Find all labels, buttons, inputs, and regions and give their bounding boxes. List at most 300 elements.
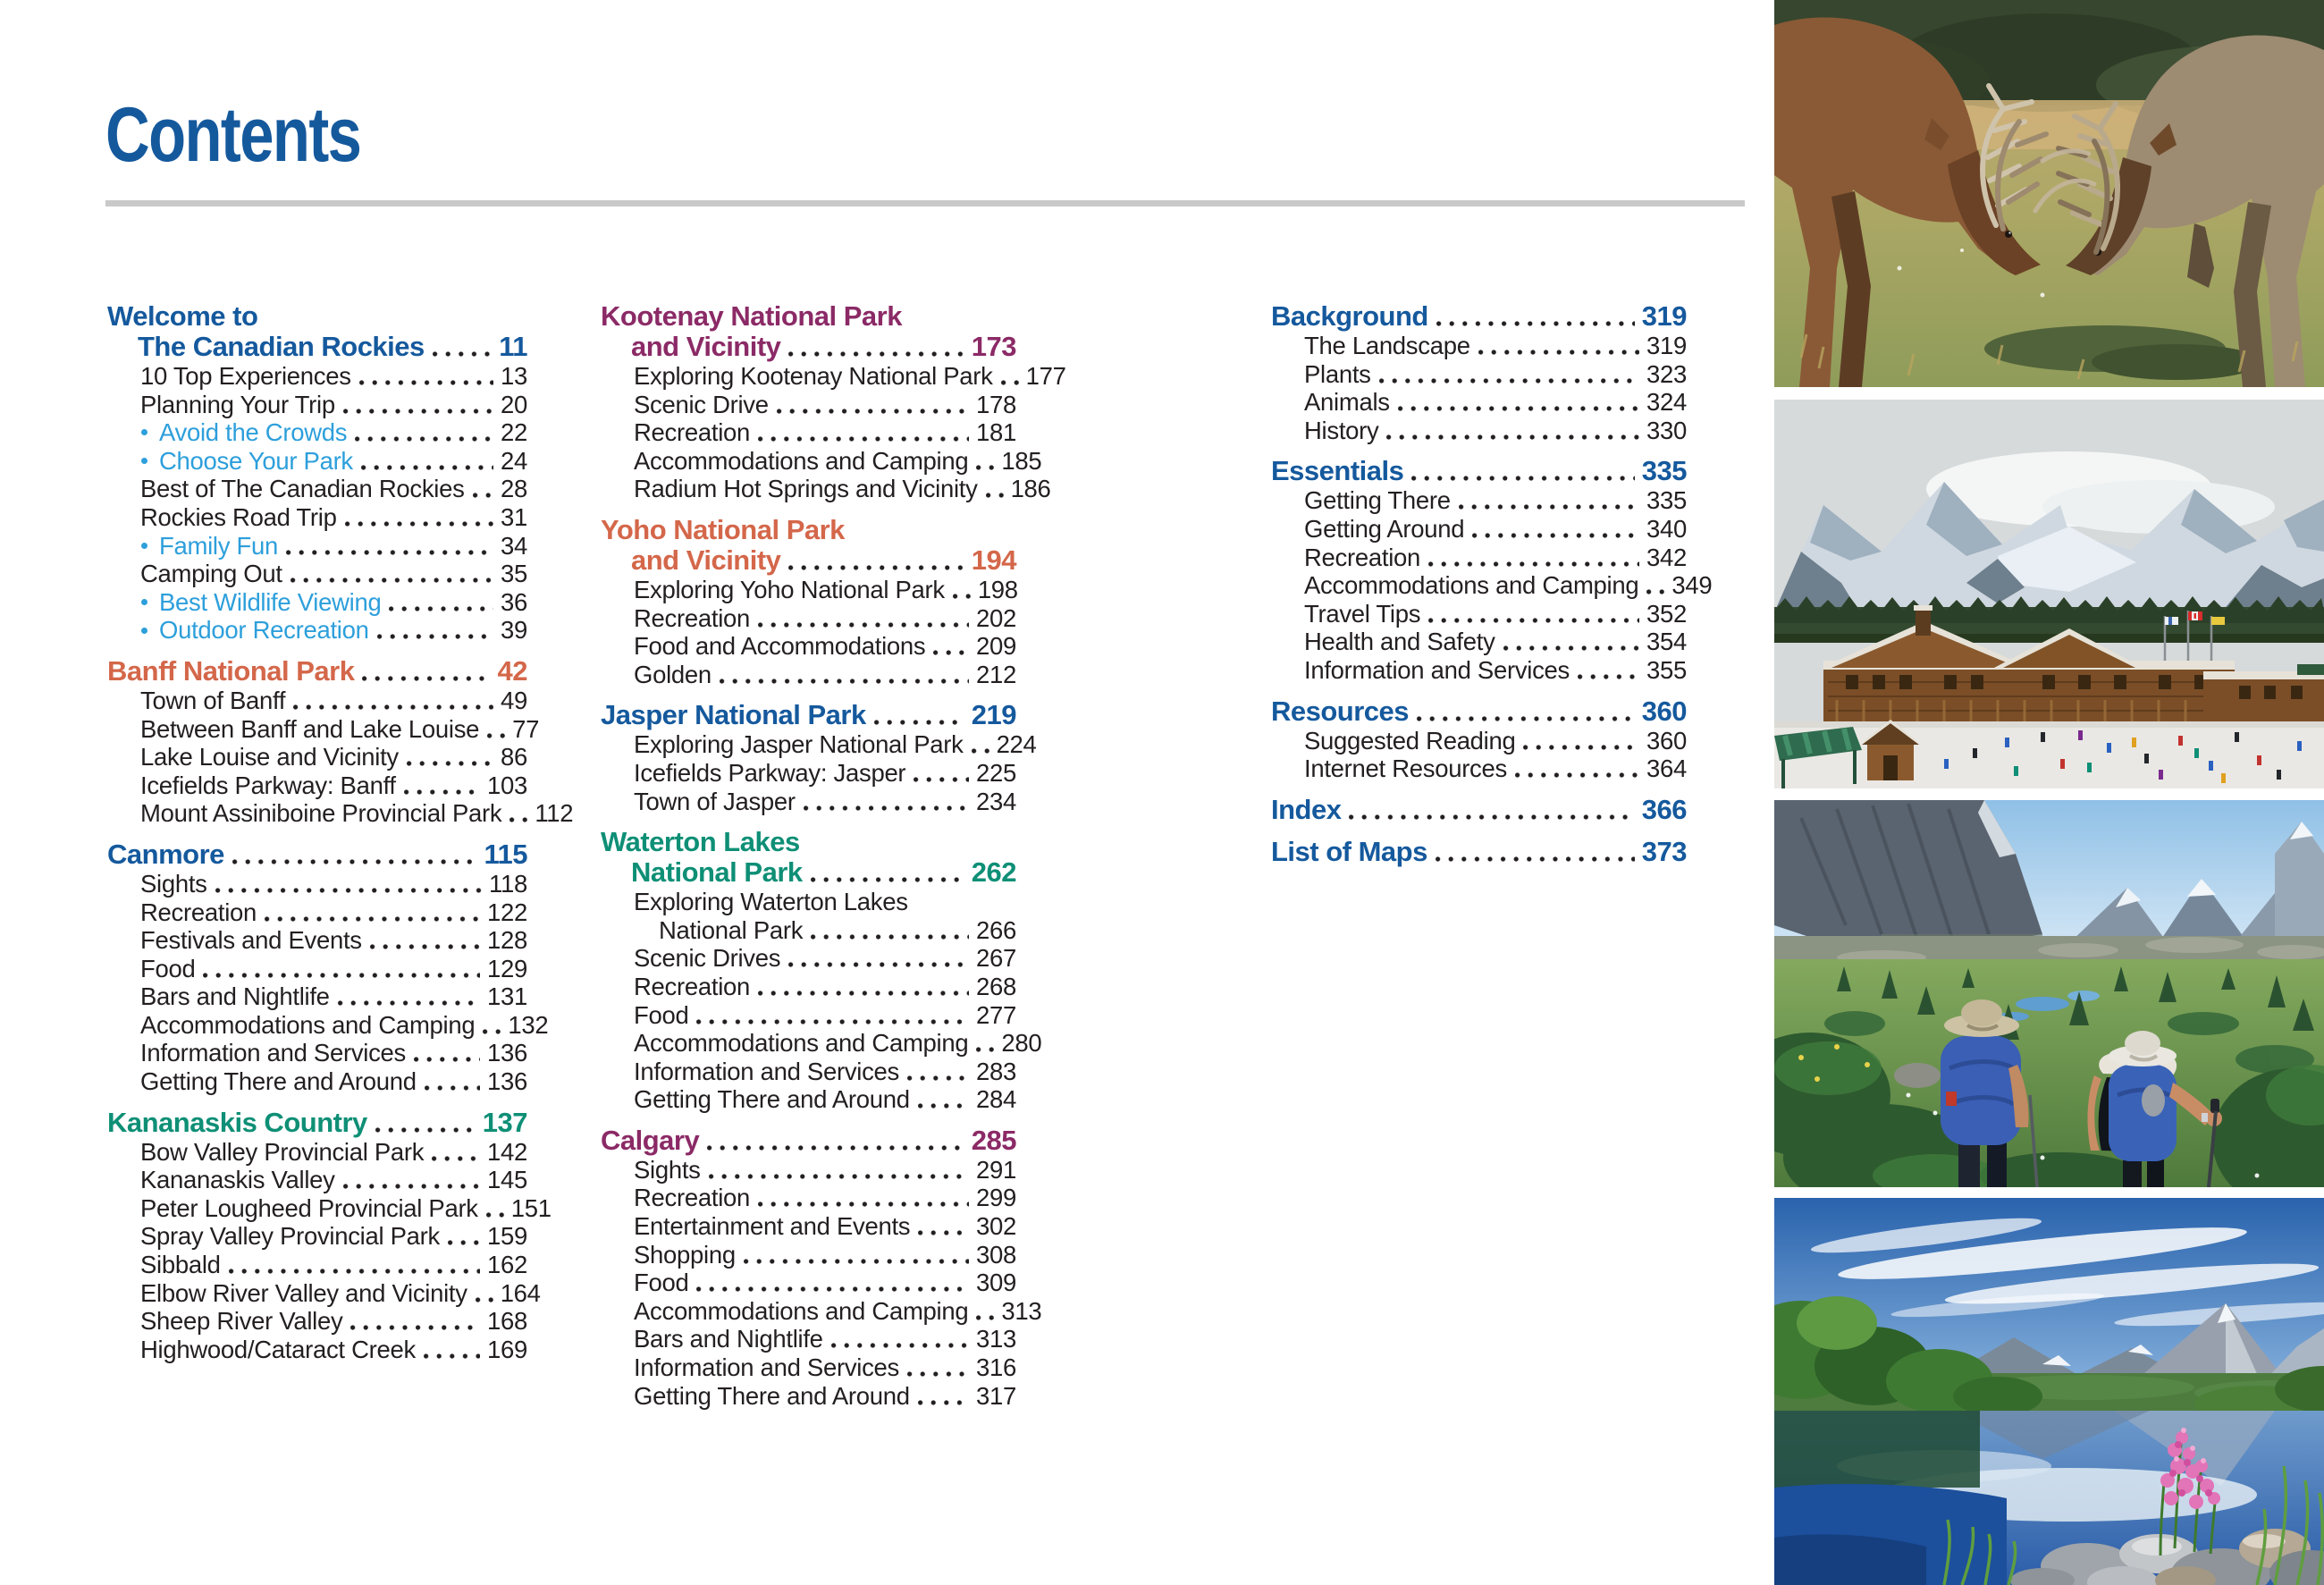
toc-entry-label: Internet Resources — [1304, 755, 1507, 783]
toc-entry-label: Scenic Drives — [634, 944, 781, 973]
toc-heading-page: 115 — [484, 838, 527, 870]
toc-entry-page: 299 — [976, 1184, 1016, 1212]
toc-heading-page: 360 — [1641, 695, 1687, 727]
toc-heading-page: 137 — [482, 1106, 527, 1138]
toc-entry — [107, 1307, 527, 1336]
toc-entry-page: 185 — [1001, 446, 1042, 475]
toc-entry-page: 354 — [1646, 628, 1687, 656]
toc-entry-label: Town of Banff — [140, 686, 286, 714]
toc-entry — [601, 1184, 1016, 1212]
toc-entry-label: Golden — [634, 660, 712, 688]
toc-entry-page: 49 — [501, 686, 527, 714]
toc-entry-wrap — [601, 916, 1016, 945]
toc-entry-label: Sibbald — [140, 1251, 221, 1279]
toc-section-yoho — [601, 515, 1016, 688]
toc-entry — [601, 730, 1037, 759]
toc-heading-row — [1271, 301, 1687, 332]
toc-entry-label: Spray Valley Provincial Park — [140, 1222, 440, 1251]
bullet-icon — [141, 599, 147, 605]
toc-entry — [601, 418, 1016, 447]
toc-entry-page: 198 — [977, 575, 1018, 603]
toc-entry — [601, 1001, 1016, 1030]
toc-entry-page: 308 — [976, 1240, 1016, 1269]
toc-entry — [601, 604, 1016, 633]
toc-entry — [1271, 544, 1687, 572]
toc-heading-label: Kootenay National Park — [601, 300, 902, 332]
toc-section-canmore — [107, 838, 549, 1096]
toc-heading-label: Jasper National Park — [601, 699, 866, 731]
toc-section-list-of-maps — [1271, 837, 1687, 867]
toc-heading-label: Yoho National Park — [601, 513, 845, 545]
toc-heading-row — [601, 700, 1016, 730]
toc-heading-row — [107, 839, 527, 870]
toc-entry-label: Food — [634, 1000, 689, 1029]
toc-entry — [1271, 515, 1687, 544]
toc-section-index — [1271, 795, 1687, 825]
toc-column-1 — [107, 300, 574, 1363]
toc-entry-page: 132 — [508, 1010, 549, 1039]
toc-entry-label: Exploring Kootenay National Park — [634, 362, 993, 390]
toc-entry-page: 360 — [1646, 726, 1687, 755]
toc-entry — [107, 1010, 549, 1040]
toc-entry — [107, 799, 574, 828]
toc-entry-page: 349 — [1671, 571, 1713, 600]
bullet-icon — [141, 543, 147, 549]
toc-entry-label: Getting There and Around — [634, 1381, 910, 1410]
toc-entry-label: Information and Services — [634, 1353, 899, 1382]
toc-heading-page: 285 — [971, 1124, 1016, 1156]
toc-entry-label: Avoid the Crowds — [159, 418, 348, 447]
toc-entry-page: 234 — [976, 787, 1016, 815]
toc-entry — [107, 771, 527, 800]
toc-heading-label: Resources — [1271, 695, 1410, 727]
toc-entry-page: 168 — [487, 1307, 527, 1336]
toc-heading-label: The Canadian Rockies — [138, 331, 425, 362]
toc-heading-label: Waterton Lakes — [601, 826, 800, 858]
toc-entry-page: 177 — [1025, 362, 1066, 390]
toc-entry-label: Plants — [1304, 359, 1371, 388]
toc-heading-row — [1271, 795, 1687, 825]
toc-entry-label: Peter Lougheed Provincial Park — [140, 1193, 478, 1222]
toc-entry — [601, 944, 1016, 973]
toc-entry-page: 316 — [976, 1353, 1016, 1382]
toc-entry-label: Food and Accommodations — [634, 632, 926, 661]
toc-entry-page: 364 — [1646, 755, 1687, 783]
toc-entry-label: Recreation — [1304, 543, 1420, 571]
toc-entry-label: Rockies Road Trip — [140, 502, 337, 531]
toc-entry-page: 112 — [535, 799, 574, 828]
toc-entry — [601, 1085, 1016, 1114]
toc-entry-label: Icefields Parkway: Jasper — [634, 758, 906, 787]
toc-heading-page: 11 — [499, 331, 527, 362]
toc-entry — [601, 1353, 1016, 1382]
toc-entry — [107, 898, 527, 927]
toc-entry — [107, 475, 527, 503]
toc-entry — [107, 560, 527, 588]
toc-entry-label: Kananaskis Valley — [140, 1166, 335, 1194]
toc-entry-label: Information and Services — [634, 1057, 899, 1085]
toc-entry-page: 35 — [501, 560, 527, 588]
toc-entry-page: 131 — [487, 982, 527, 1011]
toc-entry-page: 162 — [487, 1251, 527, 1279]
toc-entry — [601, 1382, 1016, 1411]
toc-entry — [107, 418, 527, 447]
toc-heading-page: 262 — [971, 856, 1016, 889]
toc-heading-row — [1271, 456, 1687, 486]
toc-section-banff — [107, 654, 574, 828]
title-rule — [105, 200, 1745, 207]
toc-heading-row — [107, 1108, 527, 1138]
toc-entry-page: 267 — [976, 944, 1016, 973]
toc-entry — [1271, 388, 1687, 417]
toc-entry-page: 159 — [487, 1222, 527, 1251]
toc-entry — [601, 391, 1016, 419]
toc-entry-page: 20 — [501, 390, 527, 418]
toc-heading-page: 42 — [497, 654, 527, 687]
toc-entry-page: 291 — [976, 1155, 1016, 1184]
toc-heading-label: Calgary — [601, 1124, 700, 1156]
toc-heading-row — [1271, 837, 1687, 867]
toc-entry-page: 129 — [487, 954, 527, 982]
toc-entry-page: 103 — [487, 771, 527, 799]
toc-entry-label: Exploring Waterton Lakes — [634, 888, 908, 916]
toc-heading-page: 194 — [971, 544, 1016, 576]
hikers-photo — [1774, 800, 2324, 1187]
toc-entry-label: Animals — [1304, 388, 1390, 417]
toc-entry-page: 323 — [1646, 359, 1687, 388]
toc-entry-label: Information and Services — [1304, 655, 1570, 684]
toc-entry-label: Getting Around — [1304, 514, 1465, 543]
toc-entry-label: Highwood/Cataract Creek — [140, 1335, 416, 1363]
toc-entry — [1271, 417, 1687, 445]
toc-entry — [1271, 332, 1687, 360]
toc-entry-page: 164 — [500, 1278, 541, 1307]
toc-heading-page: 319 — [1641, 300, 1687, 332]
toc-entry-label: Entertainment and Events — [634, 1212, 911, 1241]
toc-entry — [601, 1212, 1016, 1241]
toc-entry-page: 335 — [1646, 486, 1687, 515]
toc-entry — [107, 743, 527, 771]
bullet-icon — [141, 429, 147, 435]
toc-entry — [601, 446, 1042, 476]
toc-heading-page: 373 — [1641, 835, 1687, 867]
toc-heading-row — [601, 332, 1016, 362]
bullet-icon — [141, 458, 147, 464]
toc-entry-page: 340 — [1646, 514, 1687, 543]
toc-entry-page: 302 — [976, 1212, 1016, 1241]
toc-entry — [107, 1138, 527, 1167]
toc-entry-label: Mount Assiniboine Provincial Park — [140, 799, 502, 828]
page-title: Contents — [105, 92, 361, 178]
toc-entry-page: 313 — [1001, 1296, 1042, 1325]
toc-entry-label: Town of Jasper — [634, 787, 796, 815]
toc-entry-page: 266 — [976, 915, 1016, 944]
toc-entry-label: Getting There and Around — [140, 1067, 417, 1096]
toc-entry — [601, 788, 1016, 816]
toc-heading-row — [601, 857, 1016, 888]
toc-entry-page: 118 — [489, 869, 527, 898]
toc-entry — [601, 1269, 1016, 1297]
toc-heading-row — [601, 1126, 1016, 1156]
toc-entry-label-line2: National Park — [659, 915, 804, 944]
toc-entry — [1271, 360, 1687, 389]
toc-entry-page: 283 — [976, 1057, 1016, 1085]
toc-entry — [107, 1039, 527, 1067]
toc-entry-label: The Landscape — [1304, 332, 1470, 359]
toc-entry-label: Food — [634, 1269, 689, 1297]
toc-entry-label: 10 Top Experiences — [140, 362, 351, 390]
bullet-icon — [141, 628, 147, 634]
toc-section-essentials — [1271, 455, 1713, 684]
toc-entry — [107, 447, 527, 476]
toc-entry-page: 77 — [512, 714, 540, 743]
toc-entry — [107, 532, 527, 561]
toc-entry-page: 181 — [976, 418, 1016, 447]
toc-entry-page: 142 — [487, 1137, 527, 1166]
toc-entry-page: 268 — [976, 972, 1016, 1000]
toc-heading-label: Banff National Park — [107, 654, 355, 687]
toc-entry-page: 39 — [501, 616, 527, 645]
toc-entry-page: 352 — [1646, 599, 1687, 628]
toc-entry-page: 36 — [501, 587, 527, 616]
toc-heading-label: National Park — [631, 856, 803, 889]
toc-entry-page: 31 — [501, 502, 527, 531]
toc-entry — [107, 687, 527, 715]
toc-heading-row — [601, 515, 1016, 545]
hikers-illustration — [1774, 800, 2324, 1187]
toc-entry-label: Radium Hot Springs and Vicinity — [634, 475, 978, 503]
toc-entry-page: 151 — [510, 1193, 552, 1222]
toc-entry-page: 342 — [1646, 543, 1687, 571]
toc-section-kananaskis — [107, 1106, 552, 1364]
toc-entry — [1271, 656, 1687, 685]
toc-entry-page: 284 — [976, 1085, 1016, 1114]
toc-heading-label: Index — [1271, 793, 1342, 825]
toc-entry-page: 136 — [487, 1067, 527, 1096]
toc-entry-label: Icefields Parkway: Banff — [140, 771, 396, 799]
toc-entry-label: Accommodations and Camping — [634, 1029, 969, 1058]
toc-entry — [601, 1241, 1016, 1269]
toc-entry-label: Sights — [634, 1155, 701, 1184]
toc-heading-row — [601, 301, 1016, 332]
toc-entry — [107, 955, 527, 983]
toc-entry — [107, 1251, 527, 1279]
toc-entry-label: Exploring Yoho National Park — [634, 575, 945, 603]
toc-section-kootenay — [601, 300, 1066, 503]
toc-entry — [107, 503, 527, 532]
toc-entry-page: 212 — [976, 660, 1016, 688]
elk-sparring-photo — [1774, 0, 2324, 387]
toc-entry — [1271, 486, 1687, 515]
toc-entry-label: Camping Out — [140, 560, 282, 588]
toc-heading-row — [601, 545, 1016, 576]
toc-entry-page: 128 — [487, 926, 527, 955]
toc-entry-page: 24 — [501, 446, 527, 475]
toc-entry-page: 178 — [976, 390, 1016, 418]
toc-heading-page: 219 — [971, 699, 1016, 731]
toc-entry-label: Family Fun — [159, 531, 278, 560]
toc-entry — [601, 475, 1051, 503]
toc-entry-label: Scenic Drive — [634, 390, 769, 418]
toc-entry-label: Recreation — [634, 418, 750, 447]
toc-entry-label: Health and Safety — [1304, 628, 1495, 656]
toc-entry-page: 224 — [996, 730, 1037, 759]
toc-heading-row — [107, 332, 527, 362]
toc-section-background — [1271, 301, 1687, 444]
toc-entry-label: History — [1304, 416, 1379, 444]
toc-entry-label: Suggested Reading — [1304, 726, 1516, 755]
toc-entry-page: 309 — [976, 1269, 1016, 1297]
toc-section-welcome — [107, 301, 527, 645]
toc-entry-page: 225 — [976, 758, 1016, 787]
toc-heading-row — [107, 301, 527, 332]
toc-entry-label: Elbow River Valley and Vicinity — [140, 1278, 467, 1307]
elk-sparring-illustration — [1774, 0, 2324, 387]
toc-entry — [107, 1278, 541, 1308]
toc-section-waterton — [601, 826, 1042, 1114]
toc-entry-label: Recreation — [634, 972, 750, 1000]
toc-entry-label: Best of The Canadian Rockies — [140, 475, 465, 503]
toc-entry-label: Accommodations and Camping — [140, 1010, 476, 1039]
toc-entry-page: 186 — [1010, 475, 1051, 503]
toc-entry-page: 324 — [1646, 388, 1687, 417]
toc-entry — [107, 714, 540, 744]
toc-entry-label: Recreation — [634, 1184, 750, 1212]
toc-entry-label: Sheep River Valley — [140, 1307, 343, 1336]
toc-section-resources — [1271, 696, 1687, 783]
toc-entry-label: Getting There and Around — [634, 1085, 910, 1114]
toc-column-3 — [1271, 300, 1713, 867]
toc-entry — [107, 870, 527, 898]
toc-entry — [107, 1193, 552, 1223]
toc-entry — [601, 1058, 1016, 1086]
toc-entry-label: Between Banff and Lake Louise — [140, 714, 480, 743]
toc-entry — [601, 1029, 1042, 1058]
toc-column-2 — [601, 300, 1066, 1410]
toc-entry-label: Travel Tips — [1304, 599, 1421, 628]
toc-entry-page: 122 — [487, 898, 527, 926]
toc-entry — [1271, 755, 1687, 783]
toc-entry-page: 277 — [976, 1000, 1016, 1029]
toc-entry — [107, 1222, 527, 1251]
toc-entry-page: 13 — [501, 362, 527, 390]
toc-entry — [107, 982, 527, 1011]
mountain-lake-photo — [1774, 1198, 2324, 1585]
toc-entry-label: Recreation — [140, 898, 257, 926]
toc-heading-label: Canmore — [107, 838, 224, 870]
toc-heading-label: Essentials — [1271, 455, 1404, 487]
toc-entry — [1271, 571, 1713, 600]
toc-entry — [1271, 628, 1687, 656]
toc-heading-label: Background — [1271, 300, 1428, 332]
toc-heading-row — [601, 827, 1016, 857]
toc-heading-label: List of Maps — [1271, 835, 1427, 867]
toc-entry — [601, 661, 1016, 689]
toc-entry-label: Outdoor Recreation — [159, 616, 369, 645]
toc-entry-label: Accommodations and Camping — [634, 1296, 969, 1325]
toc-entry-page: 28 — [501, 475, 527, 503]
toc-entry-label: Festivals and Events — [140, 926, 362, 955]
toc-entry — [1271, 600, 1687, 628]
toc-entry — [107, 926, 527, 955]
toc-entry-label: Accommodations and Camping — [1304, 571, 1639, 600]
toc-entry-page: 169 — [487, 1335, 527, 1363]
toc-entry-label: Bow Valley Provincial Park — [140, 1137, 425, 1166]
toc-heading-row — [1271, 696, 1687, 727]
ski-lodge-illustration — [1774, 400, 2324, 788]
toc-entry — [601, 362, 1066, 391]
toc-entry-page: 209 — [976, 632, 1016, 661]
toc-heading-label: and Vicinity — [631, 544, 781, 576]
toc-heading-label: Kananaskis Country — [107, 1106, 367, 1138]
toc-entry-page: 330 — [1646, 416, 1687, 444]
toc-heading-label: and Vicinity — [631, 331, 781, 362]
toc-entry-label: Best Wildlife Viewing — [159, 587, 382, 616]
toc-entry-page: 34 — [501, 531, 527, 560]
ski-lodge-photo — [1774, 400, 2324, 788]
toc-entry-page: 202 — [976, 603, 1016, 632]
toc-entry — [107, 1166, 527, 1194]
toc-section-jasper — [601, 699, 1037, 815]
toc-entry-label: Exploring Jasper National Park — [634, 730, 964, 759]
toc-entry-label: Bars and Nightlife — [140, 982, 330, 1011]
toc-entry-page: 145 — [487, 1166, 527, 1194]
toc-heading-page: 335 — [1641, 455, 1687, 487]
toc-entry — [601, 1156, 1016, 1185]
toc-entry-label: Choose Your Park — [159, 446, 353, 475]
toc-entry — [107, 616, 527, 645]
toc-entry-page: 313 — [976, 1325, 1016, 1353]
toc-entry-page: 22 — [501, 418, 527, 447]
toc-entry-label: Recreation — [634, 603, 750, 632]
toc-entry-label: Getting There — [1304, 486, 1451, 515]
toc-entry-label: Bars and Nightlife — [634, 1325, 823, 1353]
toc-entry-page: 317 — [976, 1381, 1016, 1410]
toc-entry — [107, 588, 527, 617]
toc-heading-page: 366 — [1641, 793, 1687, 825]
toc-entry — [601, 1296, 1042, 1326]
toc-entry-label: Information and Services — [140, 1039, 406, 1067]
toc-entry — [107, 362, 527, 391]
toc-entry — [601, 973, 1016, 1001]
toc-entry-label: Planning Your Trip — [140, 390, 335, 418]
toc-entry — [107, 391, 527, 419]
toc-entry-page: 319 — [1646, 332, 1687, 359]
toc-entry-label: Accommodations and Camping — [634, 446, 969, 475]
toc-entry — [1271, 727, 1687, 755]
toc-entry — [601, 888, 1016, 916]
toc-entry-page: 86 — [501, 743, 527, 771]
toc-entry-label: Sights — [140, 869, 207, 898]
toc-entry-page: 280 — [1001, 1029, 1042, 1058]
toc-entry — [601, 576, 1016, 604]
toc-entry-page: 355 — [1646, 655, 1687, 684]
toc-entry — [601, 759, 1016, 788]
toc-entry-page: 136 — [487, 1039, 527, 1067]
toc-entry — [107, 1336, 527, 1364]
toc-section-calgary — [601, 1124, 1042, 1410]
mountain-lake-illustration — [1774, 1198, 2324, 1585]
toc-heading-page: 173 — [971, 331, 1016, 362]
toc-entry — [601, 632, 1016, 661]
toc-heading-row — [107, 656, 527, 687]
toc-entry-label: Shopping — [634, 1240, 736, 1269]
toc-entry-label: Lake Louise and Vicinity — [140, 743, 399, 771]
toc-entry — [107, 1067, 527, 1096]
toc-heading-label: Welcome to — [107, 300, 258, 332]
toc-entry — [601, 1325, 1016, 1353]
toc-entry-label: Food — [140, 954, 196, 982]
